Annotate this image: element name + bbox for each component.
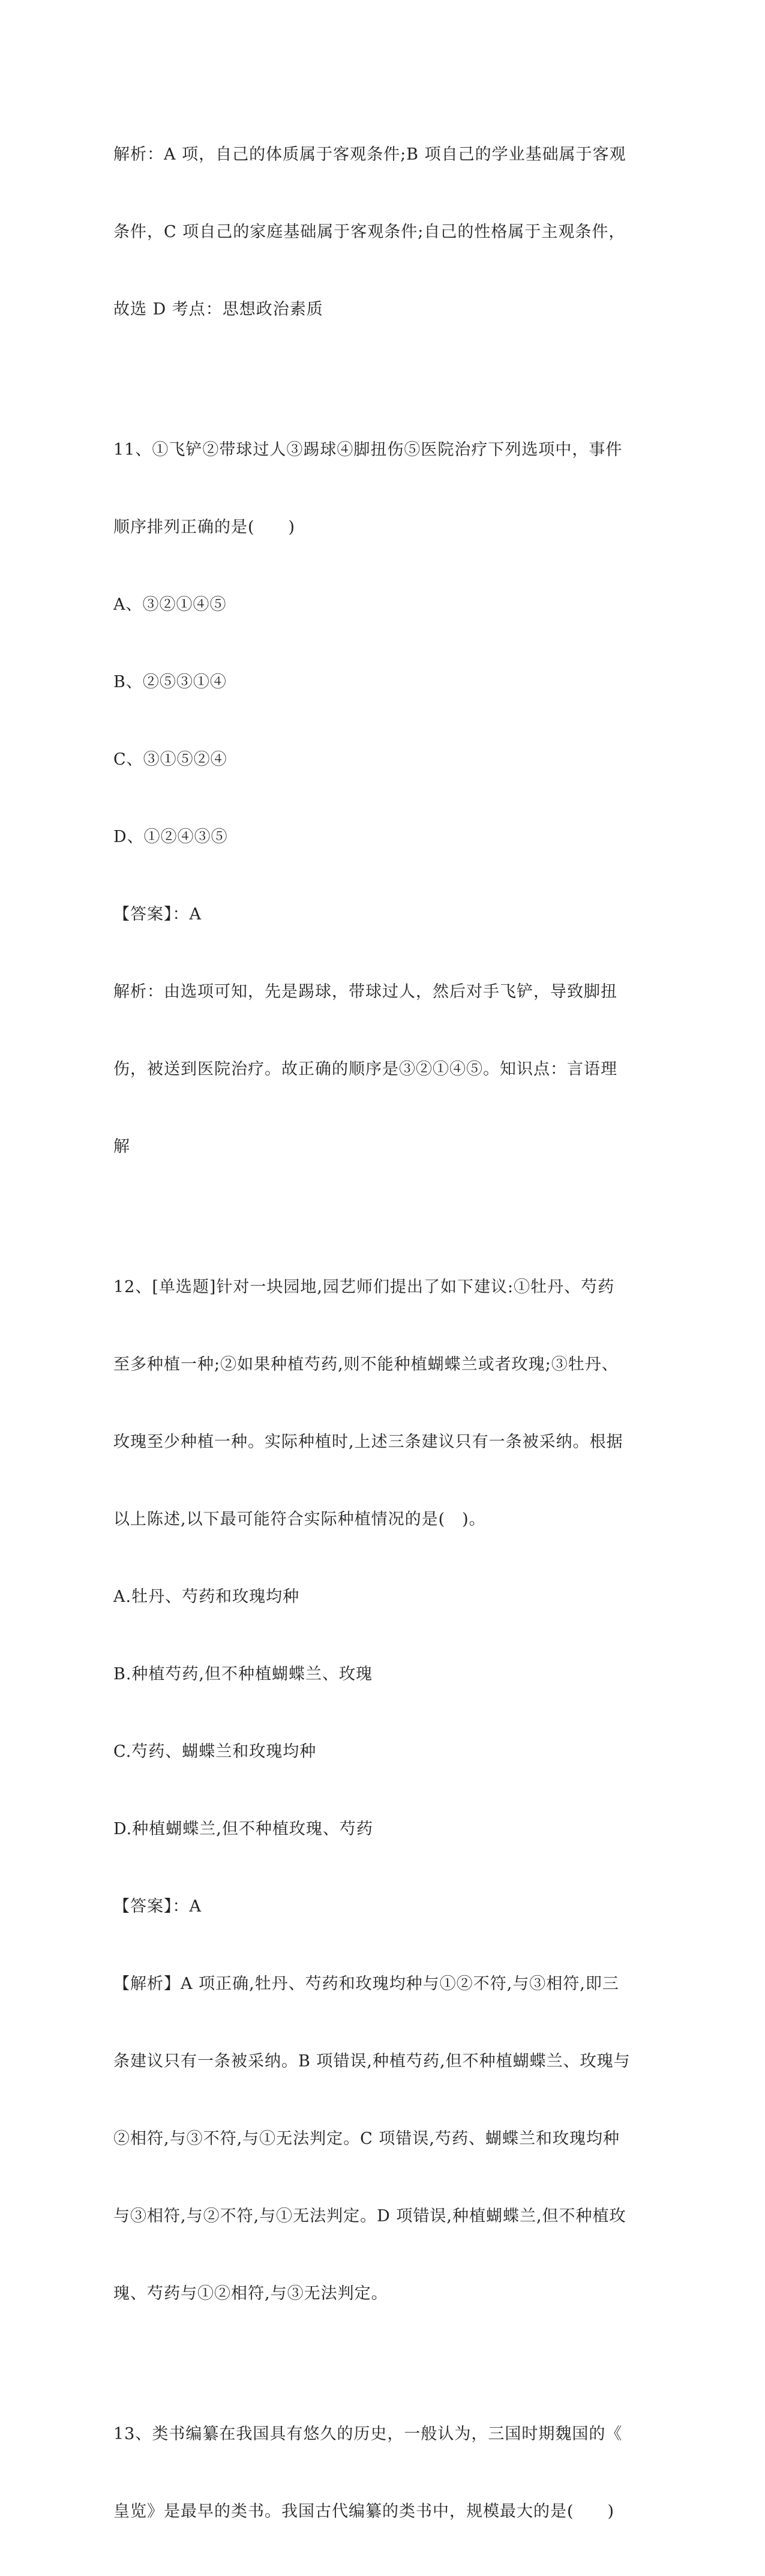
q11-question-line: 顺序排列正确的是( ) — [113, 518, 296, 537]
q12-question-line: 玫瑰至少种植一种。实际种植时,上述三条建议只有一条被采纳。根据 — [113, 1433, 623, 1451]
q12-analysis-line: ②相符,与③不符,与①无法判定。C 项错误,芍药、蝴蝶兰和玫瑰均种 — [113, 2129, 620, 2148]
q13-question-line: 13、类书编纂在我国具有悠久的历史，一般认为，三国时期魏国的《 — [113, 2425, 623, 2443]
q10-analysis-line: 故选 D 考点：思想政治素质 — [113, 300, 323, 319]
paragraph-gap — [113, 374, 644, 385]
q12-analysis-line: 瑰、芍药与①②相符,与③无法判定。 — [113, 2284, 388, 2303]
q12-question-line: 至多种植一种;②如果种植芍药,则不能种植蝴蝶兰或者玫瑰;③牡丹、 — [113, 1355, 619, 1374]
q11-option-a: A、③②①④⑤ — [113, 595, 227, 614]
q11-analysis-line: 解析：由选项可知，先是踢球，带球过人，然后对手飞铲，导致脚扭 — [113, 983, 617, 1001]
q12-block — [113, 1223, 644, 2358]
q11-option-d: D、①②④③⑤ — [113, 828, 228, 846]
q11-option-b: B、②⑤③①④ — [113, 673, 227, 691]
q12-question-line: 以上陈述,以下最可能符合实际种植情况的是( )。 — [113, 1510, 486, 1529]
q13-question-line: 皇览》是最早的类书。我国古代编纂的类书中，规模最大的是( ) — [113, 2502, 615, 2521]
q12-analysis-line: 【解析】A 项正确,牡丹、芍药和玫瑰均种与①②不符,与③相符,即三 — [113, 1975, 619, 1993]
q11-answer: 【答案】：A — [113, 905, 202, 924]
q12-analysis-line: 条建议只有一条被采纳。B 项错误,种植芍药,但不种植蝴蝶兰、玫瑰与 — [113, 2052, 631, 2071]
q10-analysis-line: 解析：A 项，自己的体质属于客观条件;B 项自己的学业基础属于客观 — [113, 145, 626, 164]
paragraph-gap — [113, 2358, 644, 2370]
q10-analysis-line: 条件，C 项自己的家庭基础属于客观条件;自己的性格属于主观条件， — [113, 223, 626, 241]
q12-analysis-line: 与③相符,与②不符,与①无法判定。D 项错误,种植蝴蝶兰,但不种植玫 — [113, 2207, 626, 2225]
q11-analysis-line: 解 — [113, 1137, 130, 1156]
q12-answer: 【答案】：A — [113, 1897, 202, 1916]
q12-question-line: 12、[单选题]针对一块园地,园艺师们提出了如下建议:①牡丹、芍药 — [113, 1278, 615, 1296]
q11-option-c: C、③①⑤②④ — [113, 750, 227, 769]
q12-option-d: D.种植蝴蝶兰,但不种植玫瑰、芍药 — [113, 1820, 373, 1838]
document-content — [113, 90, 644, 2576]
q11-analysis-line: 伤，被送到医院治疗。故正确的顺序是③②①④⑤。知识点：言语理 — [113, 1060, 617, 1079]
q13-block — [113, 2370, 644, 2576]
q11-block — [113, 385, 644, 1211]
q12-option-a: A.牡丹、芍药和玫瑰均种 — [113, 1587, 300, 1606]
q11-question-line: 11、①飞铲②带球过人③踢球④脚扭伤⑤医院治疗下列选项中，事件 — [113, 441, 623, 459]
q10-analysis — [113, 90, 644, 374]
paragraph-gap — [113, 1211, 644, 1223]
q12-option-c: C.芍药、蝴蝶兰和玫瑰均种 — [113, 1742, 317, 1761]
q12-option-b: B.种植芍药,但不种植蝴蝶兰、玫瑰 — [113, 1665, 373, 1684]
